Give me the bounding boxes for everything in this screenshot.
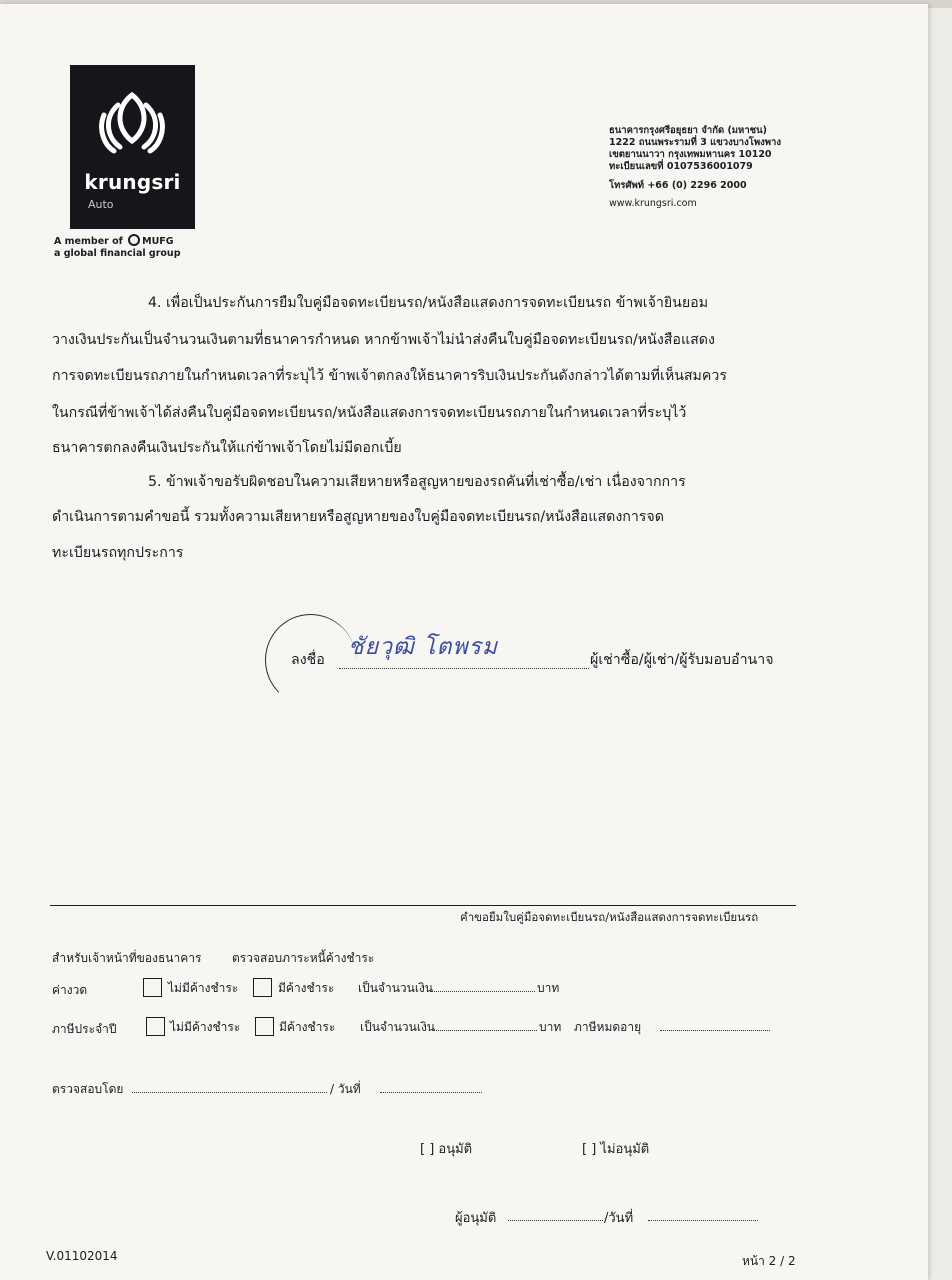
tax-expiry-field[interactable]	[660, 1019, 770, 1031]
company-address-1: 1222 ถนนพระรามที่ 3 แขวงบางโพงพาง	[609, 137, 781, 148]
signature-label: ลงชื่อ	[291, 652, 325, 668]
mufg-icon	[128, 234, 140, 246]
logo-wordmark: krungsri	[84, 170, 181, 194]
member-tagline: a global financial group	[54, 248, 181, 259]
member-line	[54, 234, 181, 260]
tax-expiry-label: ภาษีหมดอายุ	[574, 1020, 642, 1034]
row-tax-label: ภาษีประจำปี	[52, 1022, 117, 1036]
para4-line-1: 4. เพื่อเป็นประกันการยืมใบคู่มือจดทะเบียนรถ/หนังสือแสดงการจดทะเบียนรถ ข้าพเจ้ายินยอม	[148, 295, 709, 311]
tax-amount-field[interactable]	[432, 1019, 537, 1031]
form-divider	[50, 905, 796, 906]
para4-line-3: การจดทะเบียนรถภายในกำหนดเวลาที่ระบุไว้ ข้าพเจ้าตกลงให้ธนาคารริบเงินประกันดังกล่าวได้ตามที่เห็นสมควร	[52, 368, 727, 384]
installment-amount-label: เป็นจำนวนเงิน	[358, 981, 433, 995]
officer-heading: สำหรับเจ้าหน้าที่ของธนาคาร	[52, 951, 202, 965]
approver-date-field[interactable]	[648, 1209, 758, 1221]
installment-no-outstanding-label: ไม่มีค้างชำระ	[168, 981, 239, 995]
approver-field[interactable]	[508, 1209, 603, 1221]
para5-line-2: ดำเนินการตามคำขอนี้ รวมทั้งความเสียหายหรือสูญหายของใบคู่มือจดทะเบียนรถ/หนังสือแสดงการจด	[52, 509, 664, 525]
form-version: V.01102014	[46, 1249, 118, 1263]
installment-baht-label: บาท	[537, 981, 560, 995]
signature-line	[339, 668, 589, 669]
tax-baht-label: บาท	[539, 1020, 562, 1034]
tax-outstanding-checkbox[interactable]	[255, 1017, 274, 1036]
page-number: หน้า 2 / 2	[742, 1254, 796, 1268]
form-title: คำขอยืมใบคู่มือจดทะเบียนรถ/หนังสือแสดงการจดทะเบียนรถ	[460, 910, 759, 924]
installment-no-outstanding-checkbox[interactable]	[143, 978, 162, 997]
para5-line-3: ทะเบียนรถทุกประการ	[52, 545, 184, 561]
approver-label: ผู้อนุมัติ	[455, 1211, 497, 1226]
installment-amount-field[interactable]	[430, 980, 535, 992]
member-brand: MUFG	[142, 236, 174, 247]
checked-by-field[interactable]	[132, 1081, 327, 1093]
signature-role: ผู้เช่าซื้อ/ผู้เช่า/ผู้รับมอบอำนาจ	[590, 652, 774, 668]
para5-line-1: 5. ข้าพเจ้าขอรับผิดชอบในความเสียหายหรือสูญหายของรถคันที่เช่าซื้อ/เช่า เนื่องจากการ	[148, 474, 686, 490]
tax-no-outstanding-checkbox[interactable]	[146, 1017, 165, 1036]
installment-outstanding-checkbox[interactable]	[253, 978, 272, 997]
krungsri-emblem-icon	[96, 89, 169, 159]
para4-line-2: วางเงินประกันเป็นจำนวนเงินตามที่ธนาคารกำหนด หากข้าพเจ้าไม่นำส่งคืนใบคู่มือจดทะเบียนรถ/หนังสือแสดง	[52, 332, 715, 348]
installment-outstanding-label: มีค้างชำระ	[278, 981, 335, 995]
row-installment-label: ค่างวด	[52, 983, 88, 997]
approve-option[interactable]: [ ] อนุมัติ	[420, 1142, 473, 1157]
company-phone: โทรศัพท์ +66 (0) 2296 2000	[609, 180, 747, 191]
company-name: ธนาคารกรุงศรีอยุธยา จำกัด (มหาชน)	[609, 125, 767, 136]
company-address-2: เขตยานนาวา กรุงเทพมหานคร 10120	[609, 149, 772, 160]
checked-date-field[interactable]	[380, 1081, 482, 1093]
company-registration: ทะเบียนเลขที่ 0107536001079	[609, 161, 753, 172]
handwritten-signature: ชัยวุฒิ โตพรม	[348, 634, 499, 660]
member-prefix: A member of	[54, 236, 123, 247]
logo-subtitle: Auto	[88, 198, 114, 211]
underlying-page	[925, 8, 952, 1280]
check-heading: ตรวจสอบภาระหนี้ค้างชำระ	[232, 951, 375, 965]
checked-by-label: ตรวจสอบโดย	[52, 1082, 124, 1096]
company-website: www.krungsri.com	[609, 198, 697, 209]
approver-date-label: /วันที่	[604, 1211, 634, 1226]
tax-amount-label: เป็นจำนวนเงิน	[360, 1020, 435, 1034]
document-page	[0, 4, 928, 1280]
disapprove-option[interactable]: [ ] ไม่อนุมัติ	[582, 1142, 650, 1157]
tax-no-outstanding-label: ไม่มีค้างชำระ	[170, 1020, 241, 1034]
company-info	[609, 125, 781, 210]
tax-outstanding-label: มีค้างชำระ	[279, 1020, 336, 1034]
para4-line-4: ในกรณีที่ข้าพเจ้าได้ส่งคืนใบคู่มือจดทะเบียนรถ/หนังสือแสดงการจดทะเบียนรถภายในกำหนดเวลาที่ระบุไว้	[52, 405, 687, 421]
krungsri-logo	[70, 65, 195, 229]
checked-date-label: / วันที่	[330, 1082, 361, 1096]
para4-line-5: ธนาคารตกลงคืนเงินประกันให้แก่ข้าพเจ้าโดยไม่มีดอกเบี้ย	[52, 440, 402, 456]
